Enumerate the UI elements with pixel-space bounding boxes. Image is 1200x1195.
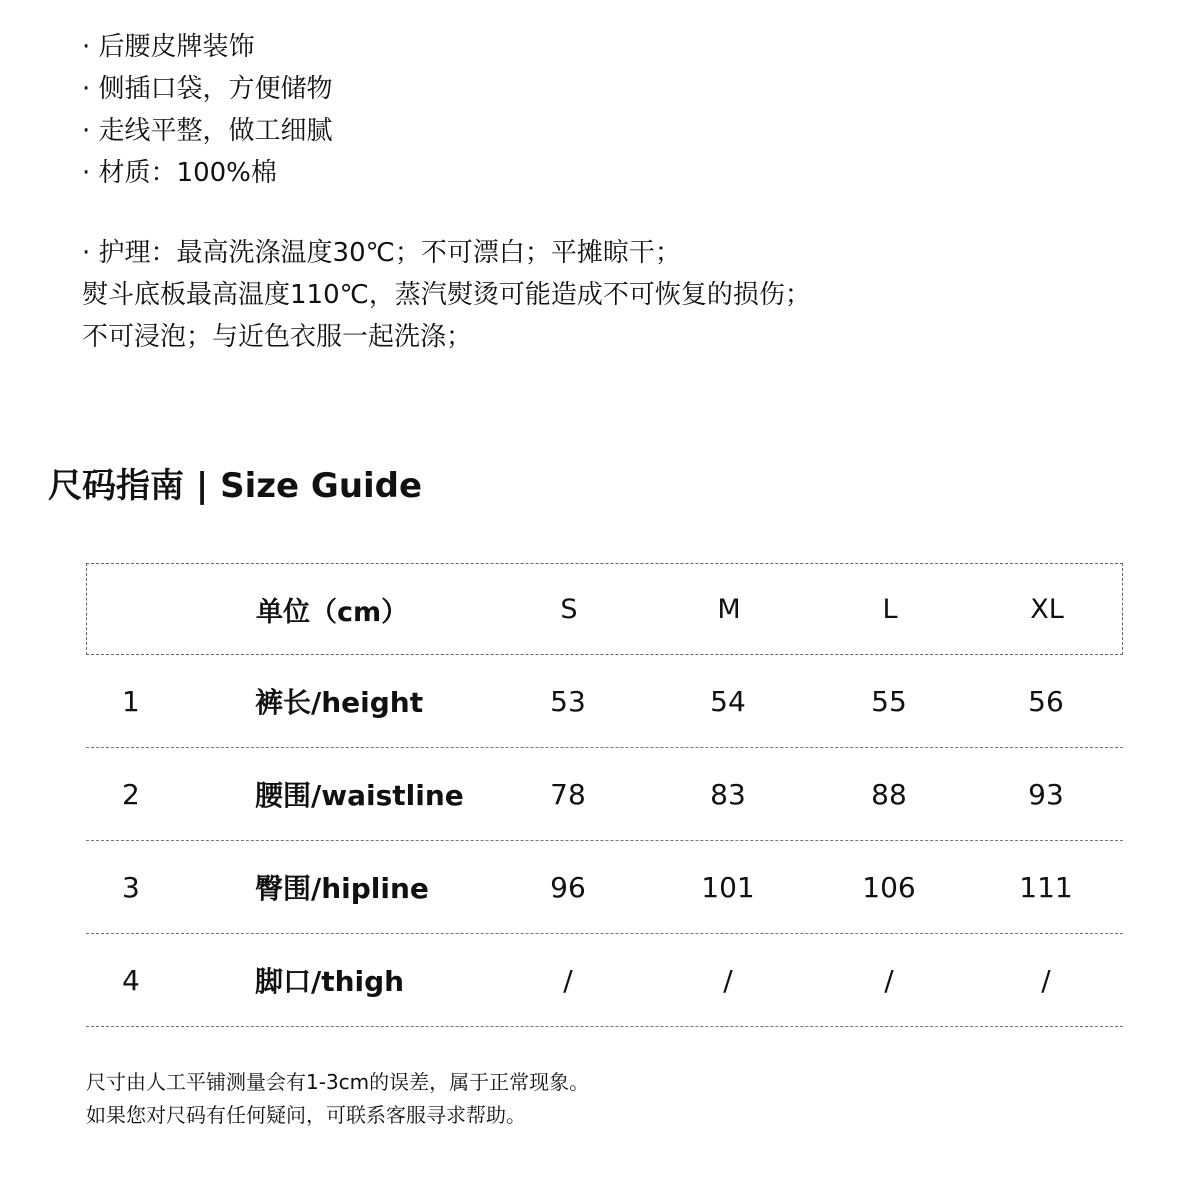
size-guide-title: 尺码指南 | Size Guide	[48, 466, 423, 506]
size-header-l: L	[882, 593, 898, 625]
note-line: 尺寸由人工平铺测量会有1-3cm的误差，属于正常现象。	[86, 1070, 590, 1094]
cell-m: 83	[710, 777, 746, 811]
size-header-m: M	[717, 593, 741, 625]
table-row	[86, 748, 1123, 841]
cell-s: 96	[550, 870, 586, 904]
cell-l: /	[884, 963, 894, 997]
feature-item: · 材质：100%棉	[82, 158, 277, 188]
cell-s: /	[563, 963, 573, 997]
measurement-notes	[86, 1066, 589, 1132]
row-index: 1	[122, 684, 140, 718]
cell-s: 78	[550, 777, 586, 811]
table-row	[86, 934, 1123, 1027]
row-name: 臀围/hipline	[255, 872, 429, 905]
cell-m: 101	[701, 870, 755, 904]
cell-s: 53	[550, 684, 586, 718]
size-header-s: S	[560, 593, 578, 625]
feature-item: · 侧插口袋，方便储物	[82, 74, 333, 104]
care-instructions	[82, 232, 811, 358]
cell-xl: 56	[1028, 684, 1064, 718]
row-name: 腰围/waistline	[255, 779, 464, 812]
size-table	[86, 563, 1123, 1027]
cell-xl: /	[1041, 963, 1051, 997]
feature-item: · 走线平整，做工细腻	[82, 116, 333, 146]
row-index: 3	[122, 870, 140, 904]
size-table-header	[86, 563, 1123, 655]
cell-xl: 93	[1028, 777, 1064, 811]
cell-l: 106	[862, 870, 916, 904]
table-row	[86, 841, 1123, 934]
row-index: 4	[122, 963, 140, 997]
note-line: 如果您对尺码有任何疑问，可联系客服寻求帮助。	[86, 1103, 526, 1127]
table-row	[86, 655, 1123, 748]
feature-list	[82, 26, 333, 194]
cell-m: /	[723, 963, 733, 997]
cell-m: 54	[710, 684, 746, 718]
cell-l: 88	[871, 777, 907, 811]
cell-l: 55	[871, 684, 907, 718]
cell-xl: 111	[1019, 870, 1073, 904]
size-header-xl: XL	[1030, 593, 1064, 625]
unit-label: 单位（cm）	[256, 596, 409, 628]
row-name: 脚口/thigh	[255, 965, 405, 998]
care-line: · 护理：最高洗涤温度30℃；不可漂白；平摊晾干；	[82, 238, 681, 268]
care-line: 不可浸泡；与近色衣服一起洗涤；	[82, 322, 473, 352]
row-name: 裤长/height	[255, 686, 424, 719]
feature-item: · 后腰皮牌装饰	[82, 32, 255, 62]
care-line: 熨斗底板最高温度110℃，蒸汽熨烫可能造成不可恢复的损伤；	[82, 280, 811, 310]
row-index: 2	[122, 777, 140, 811]
